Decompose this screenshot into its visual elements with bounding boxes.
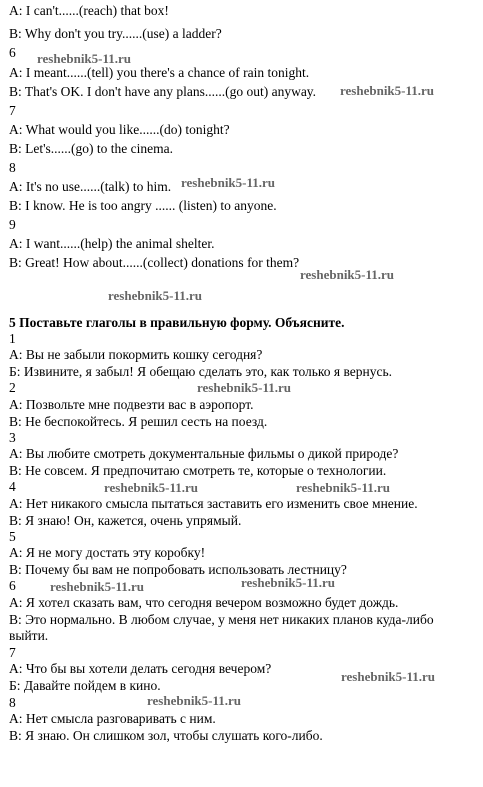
ru-item-number-5: 5 [9,529,16,544]
ru-line-forgot: Б: Извините, я забыл! Я обещаю сделать это, как только я вернусь. [9,364,393,379]
line-b-angry: B: I know. He is too angry ...... (listen) to anyone. [9,198,277,213]
watermark: reshebnik5-11.ru [108,288,203,303]
line-b-plans: B: That's OK. I don't have any plans......(go out) anyway. [9,84,317,99]
ru-line-angry: В: Я знаю. Он слишком зол, чтобы слушать кого-либо. [9,728,323,743]
ru-line-stubborn: В: Я знаю! Он, кажется, очень упрямый. [9,513,242,528]
ru-line-cat: А: Вы не забыли покормить кошку сегодня? [9,347,263,362]
item-number-8: 8 [9,160,16,175]
ru-item-number-3: 3 [9,430,16,445]
watermark: reshebnik5-11.ru [104,480,199,495]
ru-line-ladder: В: Почему бы вам не попробовать использовать лестницу? [9,562,347,577]
line-a-reach: A: I can't......(reach) that box! [9,3,169,18]
line-a-tonight: A: What would you like......(do) tonight? [9,122,230,137]
ru-item-number-4: 4 [9,479,16,494]
watermark: reshebnik5-11.ru [241,575,336,590]
ru-line-airport: А: Позвольте мне подвезти вас в аэропорт. [9,397,254,412]
watermark: reshebnik5-11.ru [340,83,435,98]
ru-item-number-2: 2 [9,380,16,395]
section-heading: 5 Поставьте глаголы в правильную форму. Объясните. [9,315,345,330]
watermark: reshebnik5-11.ru [296,480,391,495]
ru-item-number-1: 1 [9,331,16,346]
item-number-9: 9 [9,217,16,232]
line-a-rain: A: I meant......(tell) you there's a chance of rain tonight. [9,65,310,80]
ru-item-number-7: 7 [9,645,16,660]
watermark: reshebnik5-11.ru [37,51,132,66]
ru-line-talk: А: Нет смысла разговаривать с ним. [9,711,216,726]
line-b-cinema: B: Let's......(go) to the cinema. [9,141,174,156]
ru-line-documentaries: А: Вы любите смотреть документальные фильмы о дикой природе? [9,446,399,461]
ru-line-rain: А: Я хотел сказать вам, что сегодня вечером возможно будет дождь. [9,595,399,610]
ru-line-cinema: Б: Давайте пойдем в кино. [9,678,161,693]
line-a-no-use: A: It's no use......(talk) to him. [9,179,172,194]
line-a-shelter: A: I want......(help) the animal shelter. [9,236,215,251]
ru-item-number-6: 6 [9,578,16,593]
ru-line-train: В: Не беспокойтесь. Я решил сесть на поезд. [9,414,268,429]
watermark: reshebnik5-11.ru [300,267,395,282]
ru-item-number-8: 8 [9,695,16,710]
watermark: reshebnik5-11.ru [197,380,292,395]
ru-line-evening: А: Что бы вы хотели делать сегодня вечером? [9,661,272,676]
item-number-6: 6 [9,45,16,60]
ru-line-go-out: выйти. [9,628,49,643]
ru-line-technology: В: Не совсем. Я предпочитаю смотреть те, которые о технологии. [9,463,387,478]
watermark: reshebnik5-11.ru [147,693,242,708]
watermark: reshebnik5-11.ru [341,669,436,684]
watermark: reshebnik5-11.ru [181,175,276,190]
line-b-donations: B: Great! How about......(collect) donations for them? [9,255,300,270]
ru-line-plans: В: Это нормально. В любом случае, у меня нет никаких планов куда-либо [9,612,434,627]
ru-line-box: А: Я не могу достать эту коробку! [9,545,206,560]
item-number-7: 7 [9,103,16,118]
ru-line-opinion: А: Нет никакого смысла пытаться заставить его изменить свое мнение. [9,496,418,511]
line-b-ladder: B: Why don't you try......(use) a ladder? [9,26,222,41]
watermark: reshebnik5-11.ru [50,579,145,594]
